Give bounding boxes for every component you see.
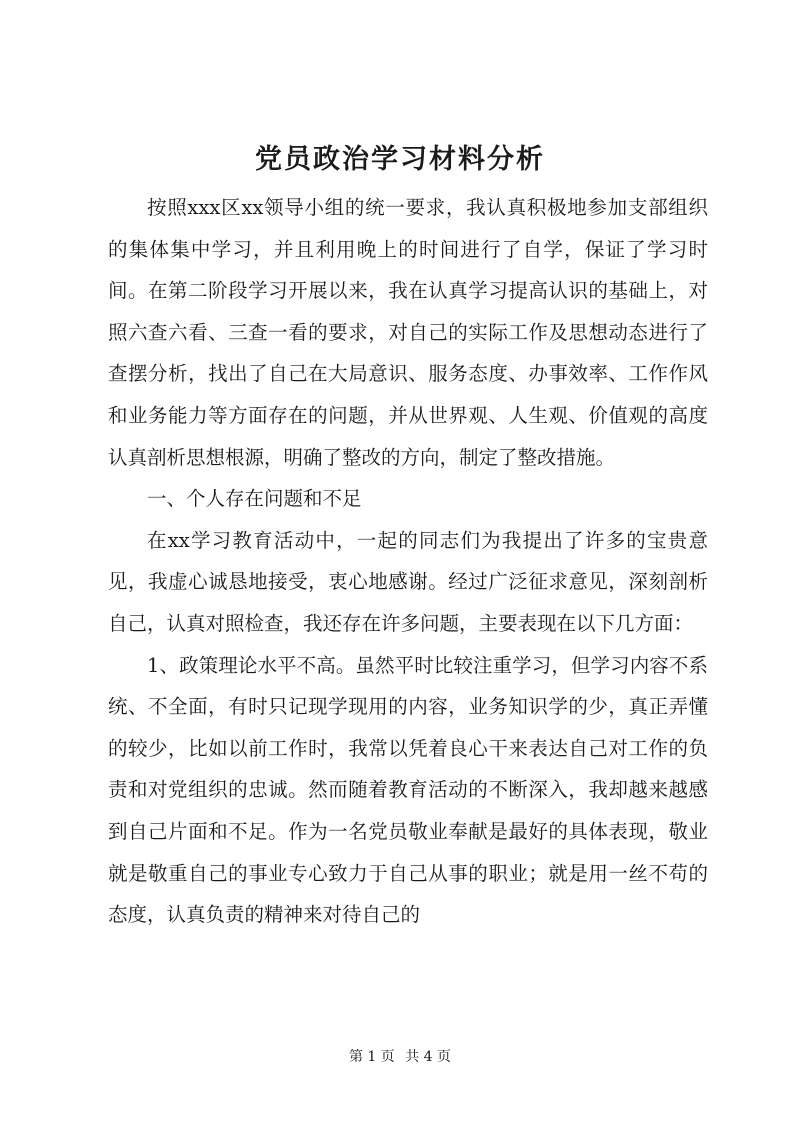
page-total: 共 4 页 xyxy=(405,1049,452,1065)
paragraph-problems: 在xx学习教育活动中，一起的同志们为我提出了许多的宝贵意见，我虚心诚恳地接受，衷心地感谢。经过广泛征求意见，深刻剖析自己，认真对照检查，我还存在许多问题，主要表现在以下几方面： xyxy=(108,528,708,635)
page-number: 第 1 页 xyxy=(348,1049,395,1065)
paragraph-intro: 按照xxx区xx领导小组的统一要求，我认真积极地参加支部组织的集体集中学习，并且利用晚上的时间进行了自学，保证了学习时间。在第二阶段学习开展以来，我在认真学习提高认识的基础上，对照六查六看、三查一看的要求，对自己的实际工作及思想动态进行了查摆分析，找出了自己在大局意识、服务态度、办事效率、工作作风和业务能力等方面存在的问题，并从世界观、人生观、价值观的高度认真剖析思想根源，明确了整改的方向，制定了整改措施。 xyxy=(108,196,708,469)
paragraph-point-1: 1、政策理论水平不高。虽然平时比较注重学习，但学习内容不系统、不全面，有时只记现学现用的内容，业务知识学的少，真正弄懂的较少，比如以前工作时，我常以凭着良心干来表达自己对工作的负责和对党组织的忠诚。然而随着教育活动的不断深入，我却越来越感到自己片面和不足。作为一名党员敬业奉献是最好的具体表现，敬业就是敬重自己的事业专心致力于自己从事的职业；就是用一丝不苟的态度，认真负责的精神来对待自己的 xyxy=(108,653,708,927)
document-title: 党员政治学习材料分析 xyxy=(255,144,545,175)
section-heading: 一、个人存在问题和不足 xyxy=(147,487,362,511)
document-body xyxy=(108,187,708,936)
page-footer xyxy=(0,1047,800,1067)
